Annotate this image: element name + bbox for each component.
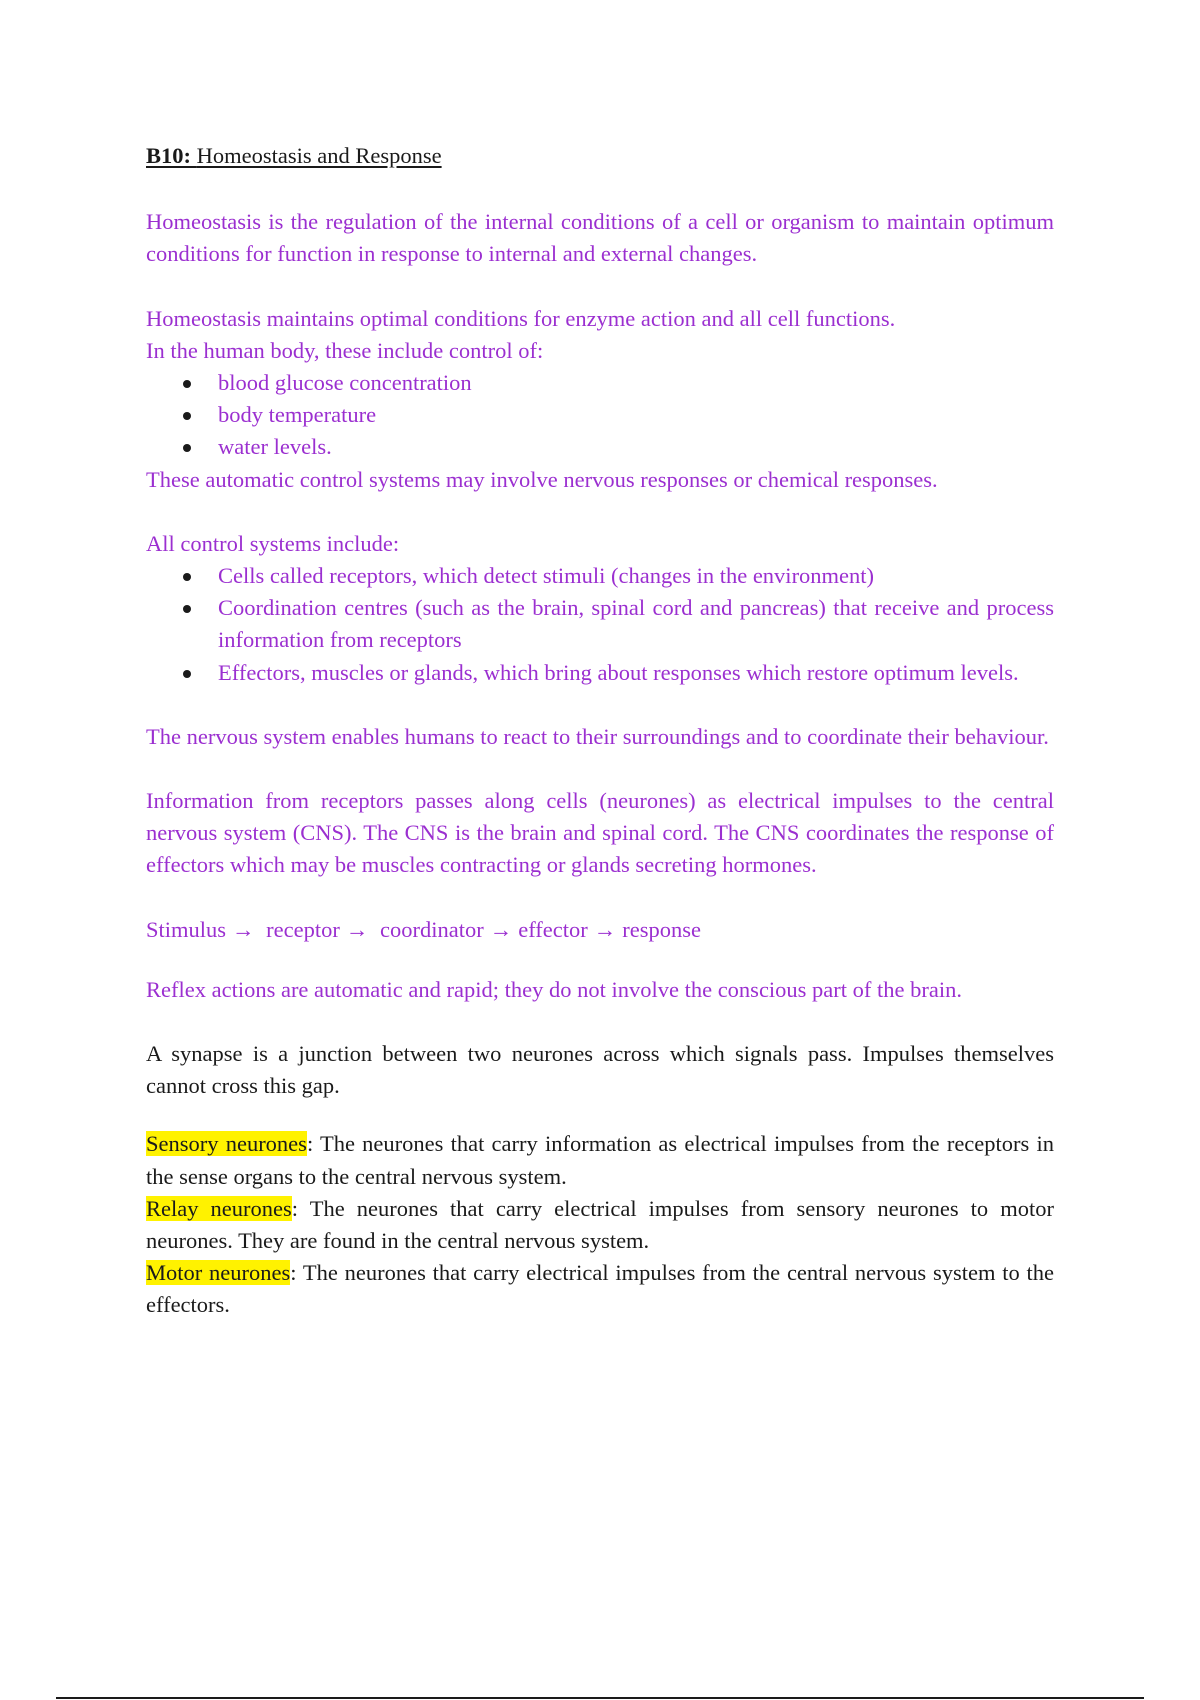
cns-paragraph: Information from receptors passes along cells (neurones) as electrical impulses to the central nervous system (CNS). The CNS is the brain and spinal cord. The CNS coordinates the response of effectors which may be muscles contracting or glands secreting hormones. bbox=[146, 788, 1054, 878]
pathway-step: receptor bbox=[266, 916, 340, 942]
pathway-step: Stimulus bbox=[146, 916, 227, 942]
page-title bbox=[146, 140, 1054, 172]
synapse-paragraph: A synapse is a junction between two neurones across which signals pass. Impulses themselves cannot cross this gap. bbox=[146, 1041, 1054, 1099]
title-code: B10: bbox=[146, 143, 191, 168]
neurone-definitions bbox=[146, 1128, 1054, 1321]
list-item: body temperature bbox=[218, 399, 1054, 431]
list-item: blood glucose concentration bbox=[218, 367, 1054, 399]
list-item: water levels. bbox=[218, 431, 1054, 463]
arrow-icon: → bbox=[232, 916, 255, 942]
nervous-system-paragraph: The nervous system enables humans to react to their surroundings and to coordinate their behaviour. bbox=[146, 723, 1049, 749]
response-pathway bbox=[146, 914, 1054, 946]
footer-divider bbox=[56, 1697, 1144, 1699]
definition-sensory bbox=[146, 1128, 1054, 1192]
control-intro-line-2: In the human body, these include control of: bbox=[146, 337, 544, 363]
pathway-step: effector bbox=[518, 916, 588, 942]
definition-motor bbox=[146, 1257, 1054, 1321]
control-intro-line-1: Homeostasis maintains optimal conditions for enzyme action and all cell functions. bbox=[146, 305, 896, 331]
reflex-paragraph: Reflex actions are automatic and rapid; they do not involve the conscious part of the brain. bbox=[146, 976, 962, 1002]
homeostasis-definition: Homeostasis is the regulation of the internal conditions of a cell or organism to maintain optimum conditions for function in response to internal and external changes. bbox=[146, 209, 1054, 267]
document-page bbox=[146, 140, 1054, 1354]
control-closing: These automatic control systems may involve nervous responses or chemical responses. bbox=[146, 466, 938, 492]
arrow-icon: → bbox=[489, 916, 513, 942]
control-section bbox=[146, 303, 1054, 496]
control-list bbox=[146, 367, 1054, 464]
arrow-icon: → bbox=[593, 916, 617, 942]
control-systems-intro: All control systems include: bbox=[146, 530, 400, 556]
definition-text: : The neurones that carry information as electrical impulses from the receptors in the sense organs to the central nervous system. bbox=[146, 1131, 1054, 1189]
title-text: Homeostasis and Response bbox=[196, 143, 442, 168]
pathway-step: coordinator bbox=[379, 916, 484, 942]
term-highlight: Relay neurones bbox=[146, 1195, 292, 1221]
arrow-icon: → bbox=[345, 916, 369, 942]
definition-relay bbox=[146, 1193, 1054, 1257]
control-systems-section bbox=[146, 528, 1054, 689]
definition-text: : The neurones that carry electrical impulses from sensory neurones to motor neurones. They are found in the central nervous system. bbox=[146, 1195, 1054, 1254]
list-item: Effectors, muscles or glands, which bring about responses which restore optimum levels. bbox=[218, 657, 1054, 689]
definition-text: : The neurones that carry electrical impulses from the central nervous system to the effectors. bbox=[146, 1260, 1054, 1318]
term-highlight: Sensory neurones bbox=[146, 1131, 307, 1157]
pathway-step: response bbox=[622, 916, 701, 942]
control-systems-list bbox=[146, 560, 1054, 689]
list-item: Coordination centres (such as the brain, spinal cord and pancreas) that receive and process information from receptors bbox=[218, 592, 1054, 656]
list-item: Cells called receptors, which detect stimuli (changes in the environment) bbox=[218, 560, 1054, 592]
term-highlight: Motor neurones bbox=[146, 1260, 291, 1286]
